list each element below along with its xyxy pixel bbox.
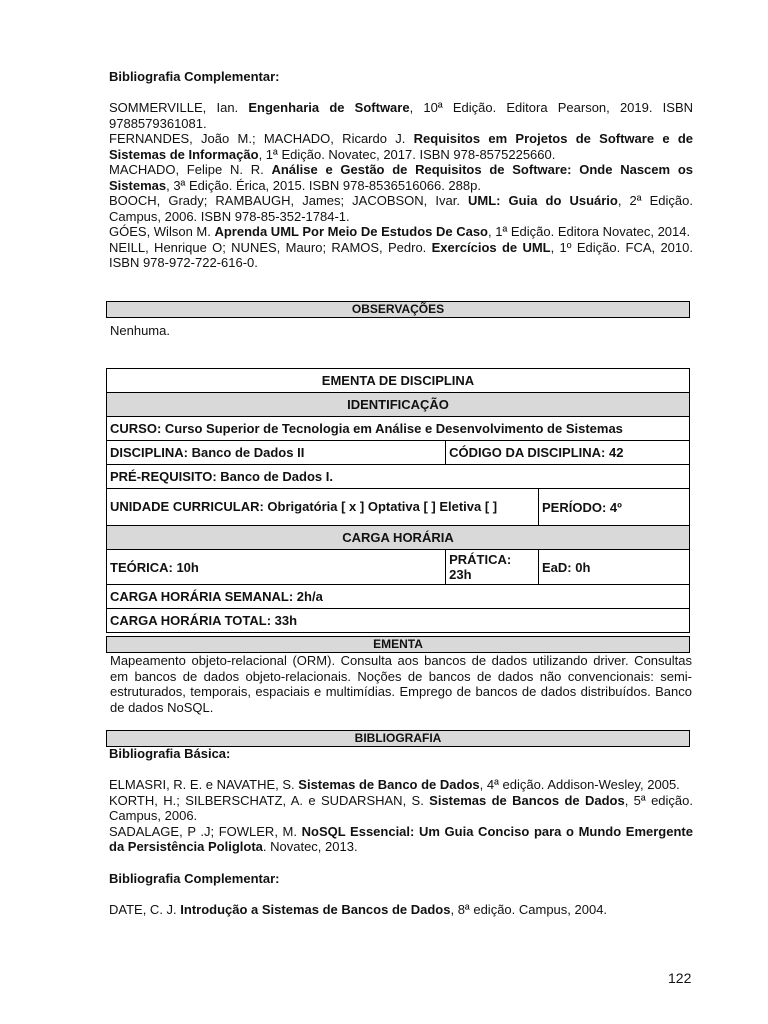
reference-item: BOOCH, Grady; RAMBAUGH, James; JACOBSON, Ivar. UML: Guia do Usuário, 2ª Edição. Campus, 2006. ISBN 978-85-352-1784-1.	[109, 193, 693, 224]
discipline-table	[106, 368, 690, 633]
reference-item: FERNANDES, João M.; MACHADO, Ricardo J. Requisitos em Projetos de Software e de Sistemas de Informação, 1ª Edição. Novatec, 2017. ISBN 978-8575225660.	[109, 131, 694, 162]
comp2-reference-list	[109, 902, 693, 918]
teorica-cell: TEÓRICA: 10h	[107, 550, 446, 585]
carga-semanal-cell: CARGA HORÁRIA SEMANAL: 2h/a	[107, 585, 690, 609]
reference-item: ELMASRI, R. E. e NAVATHE, S. Sistemas de Banco de Dados, 4ª edição. Addison-Wesley, 2005.	[109, 777, 680, 792]
comp2-bibliography-heading: Bibliografia Complementar:	[109, 870, 280, 886]
identificacao-header: IDENTIFICAÇÃO	[107, 393, 690, 417]
ead-cell: EaD: 0h	[539, 550, 690, 585]
table-title: EMENTA DE DISCIPLINA	[107, 369, 690, 393]
prerequisito-cell: PRÉ-REQUISITO: Banco de Dados I.	[107, 465, 690, 489]
ementa-text: Mapeamento objeto-relacional (ORM). Consulta aos bancos de dados utilizando driver. Consultas em bancos de dados objeto-relacionais. Noções de bancos de dados não convencionais: semi-estruturados, temporais, espaciais e multimídias. Emprego de bancos de dados distribuídos. Banco de dados NoSQL.	[110, 653, 692, 715]
basic-bibliography-heading: Bibliografia Básica:	[109, 746, 231, 761]
comp-bibliography-heading: Bibliografia Complementar:	[109, 69, 280, 84]
basic-reference-list	[109, 777, 693, 855]
reference-item: MACHADO, Felipe N. R. Análise e Gestão de Requisitos de Software: Onde Nascem os Sistemas, 3ª Edição. Érica, 2015. ISBN 978-8536516066. 288p.	[109, 162, 693, 193]
comp-bibliography-section	[109, 69, 693, 271]
reference-item: KORTH, H.; SILBERSCHATZ, A. e SUDARSHAN, S. Sistemas de Bancos de Dados, 5ª edição. Campus, 2006.	[109, 792, 693, 823]
carga-total-cell: CARGA HORÁRIA TOTAL: 33h	[107, 609, 690, 633]
observacoes-bar: OBSERVAÇÕES	[106, 301, 690, 318]
comp-reference-list	[109, 100, 693, 271]
reference-item: SOMMERVILLE, Ian. Engenharia de Software, 10ª Edição. Editora Pearson, 2019. ISBN 9788579361081.	[109, 100, 694, 131]
page-number: 122	[668, 970, 692, 986]
periodo-cell: PERÍODO: 4º	[539, 489, 690, 526]
reference-item: GÓES, Wilson M. Aprenda UML Por Meio De Estudos De Caso, 1ª Edição. Editora Novatec, 2014.	[109, 224, 691, 239]
curso-cell: CURSO: Curso Superior de Tecnologia em Análise e Desenvolvimento de Sistemas	[107, 417, 690, 441]
disciplina-cell: DISCIPLINA: Banco de Dados II	[107, 441, 446, 465]
codigo-cell: CÓDIGO DA DISCIPLINA: 42	[446, 441, 690, 465]
reference-item: DATE, C. J. Introdução a Sistemas de Bancos de Dados, 8ª edição. Campus, 2004.	[109, 901, 608, 917]
carga-horaria-header: CARGA HORÁRIA	[107, 526, 690, 550]
reference-item: SADALAGE, P .J; FOWLER, M. NoSQL Essencial: Um Guia Conciso para o Mundo Emergente da Persistência Poliglota. Novatec, 2013.	[109, 823, 693, 854]
unidade-curricular-cell: UNIDADE CURRICULAR: Obrigatória [ x ] Optativa [ ] Eletiva [ ]	[107, 489, 539, 526]
pratica-cell: PRÁTICA: 23h	[446, 550, 539, 585]
basic-bibliography-section	[109, 746, 693, 917]
bibliografia-bar: BIBLIOGRAFIA	[106, 730, 690, 747]
observacoes-text: Nenhuma.	[110, 323, 170, 338]
reference-item: NEILL, Henrique O; NUNES, Mauro; RAMOS, Pedro. Exercícios de UML, 1º Edição. FCA, 2010. ISBN 978-972-722-616-0.	[109, 239, 693, 270]
ementa-bar: EMENTA	[106, 636, 690, 653]
